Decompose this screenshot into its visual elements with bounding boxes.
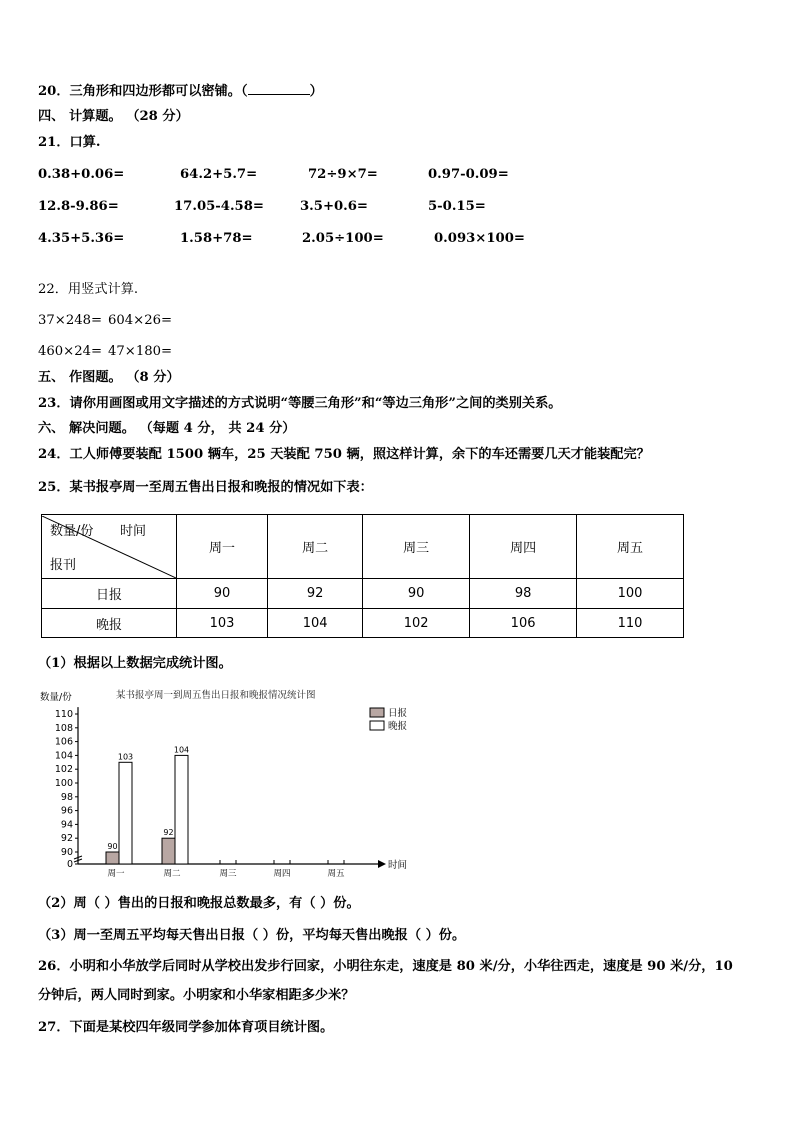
oral-calc: 2.05÷100= [302, 231, 384, 246]
table-header-cell: 周二 [268, 515, 363, 579]
y-tick-label: 94 [60, 819, 73, 831]
table-cell: 102 [363, 609, 470, 638]
y-tick-label: 106 [54, 736, 73, 748]
section-4-heading: 四、 计算题。 （28 分） [38, 109, 189, 124]
table-cell: 110 [577, 609, 684, 638]
x-axis-arrow [378, 860, 386, 868]
y-tick-label: 108 [54, 722, 73, 734]
oral-calc: 12.8-9.86= [38, 199, 119, 214]
corner-quantity-label: 数量/份 [50, 523, 94, 539]
oral-calc: 0.97-0.09= [428, 167, 509, 182]
bar-data-label: 90 [107, 842, 118, 851]
corner-paper-label: 报刊 [50, 557, 77, 573]
question-25-2: （2）周（ ）售出的日报和晚报总数最多，有（ ）份。 [38, 896, 360, 911]
table-cell: 103 [177, 609, 268, 638]
y-tick-label: 92 [60, 833, 73, 845]
table-cell: 90 [177, 579, 268, 609]
oral-calc: 0.38+0.06= [38, 167, 125, 182]
table-cell: 90 [363, 579, 470, 609]
question-24: 24．工人师傅要装配 1500 辆车，25 天装配 750 辆，照这样计算，余下的车还需要几天才能装配完？ [38, 447, 650, 462]
question-26-line2: 分钟后，两人同时到家。小明家和小华家相距多少米？ [38, 988, 355, 1003]
y-tick-label: 100 [54, 778, 73, 789]
question-22: 22．用竖式计算. [38, 282, 139, 297]
table-header-cell: 周三 [363, 515, 470, 579]
y-tick-label: 96 [60, 805, 73, 817]
oral-calc: 3.5+0.6= [300, 199, 368, 214]
y-tick-label: 102 [54, 764, 73, 776]
x-tick-label: 周五 [327, 869, 345, 879]
question-25-1: （1）根据以上数据完成统计图。 [38, 656, 232, 671]
corner-time-label: 时间 [120, 523, 147, 539]
bar-data-label: 103 [117, 752, 134, 762]
chart-title: 某书报亭周一到周五售出日报和晚报情况统计图 [116, 690, 316, 701]
table-cell: 100 [577, 579, 684, 609]
bar-chart [38, 686, 418, 882]
legend-label: 晚报 [388, 721, 408, 732]
x-axis-label: 时间 [388, 860, 408, 871]
table-row [42, 609, 684, 638]
y-tick-label: 104 [54, 750, 73, 762]
oral-calc: 5-0.15= [428, 199, 486, 214]
x-tick-label: 周三 [219, 869, 237, 879]
section-6-heading: 六、 解决问题。 （每题 4 分， 共 24 分） [38, 421, 296, 436]
y-tick-label: 98 [60, 791, 73, 803]
y-tick-label: 0 [66, 859, 73, 870]
question-21: 21．口算. [38, 135, 101, 150]
legend-swatch [370, 721, 384, 730]
oral-calc: 72÷9×7= [308, 167, 378, 182]
table-header-row [42, 515, 684, 579]
table-cell: 104 [268, 609, 363, 638]
oral-calc: 4.35+5.36= [38, 231, 125, 246]
y-axis-label: 数量/份 [40, 692, 72, 703]
table-header-cell: 周五 [577, 515, 684, 579]
table-cell: 106 [470, 609, 577, 638]
question-23: 23．请你用画图或用文字描述的方式说明“等腰三角形”和“等边三角形”之间的类别关系。 [38, 396, 562, 411]
oral-calc: 17.05-4.58= [174, 199, 264, 214]
bar-evening [119, 762, 132, 864]
sales-table [41, 514, 684, 638]
oral-calc: 0.093×100= [434, 231, 525, 246]
vertical-calc: 604×26= [108, 313, 173, 328]
oral-calc: 64.2+5.7= [180, 167, 258, 182]
bar-data-label: 92 [163, 828, 174, 838]
vertical-calc: 37×248= [38, 313, 103, 328]
table-header-cell: 周四 [470, 515, 577, 579]
legend-swatch [370, 708, 384, 717]
bar-data-label: 104 [173, 745, 190, 755]
bar-evening [175, 755, 188, 864]
bar-daily [162, 838, 175, 864]
x-tick-label: 周四 [273, 869, 291, 879]
question-26-line1: 26．小明和小华放学后同时从学校出发步行回家，小明往东走，速度是 80 米/分，小华往西走，速度是 90 米/分，10 [38, 959, 733, 974]
question-25: 25．某书报亭周一至周五售出日报和晚报的情况如下表： [38, 480, 373, 495]
question-27: 27．下面是某校四年级同学参加体育项目统计图。 [38, 1020, 334, 1035]
table-row-label: 晚报 [42, 609, 177, 638]
table-row-label: 日报 [42, 579, 177, 609]
legend-label: 日报 [388, 708, 408, 719]
answer-blank [248, 82, 310, 95]
x-tick-label: 周一 [107, 869, 125, 879]
question-25-3: （3）周一至周五平均每天售出日报（ ）份，平均每天售出晚报（ ）份。 [38, 928, 466, 943]
y-tick-label: 90 [60, 847, 73, 858]
question-20: 20．三角形和四边形都可以密铺。（ ） [38, 84, 323, 99]
vertical-calc: 47×180= [108, 344, 173, 359]
y-tick-label: 110 [54, 709, 73, 720]
bar-daily [106, 852, 119, 864]
table-header-cell: 周一 [177, 515, 268, 579]
table-corner-cell [42, 515, 177, 579]
section-5-heading: 五、 作图题。 （8 分） [38, 370, 180, 385]
vertical-calc: 460×24= [38, 344, 103, 359]
table-row [42, 579, 684, 609]
oral-calc: 1.58+78= [180, 231, 253, 246]
table-cell: 98 [470, 579, 577, 609]
x-tick-label: 周二 [163, 869, 181, 879]
table-cell: 92 [268, 579, 363, 609]
